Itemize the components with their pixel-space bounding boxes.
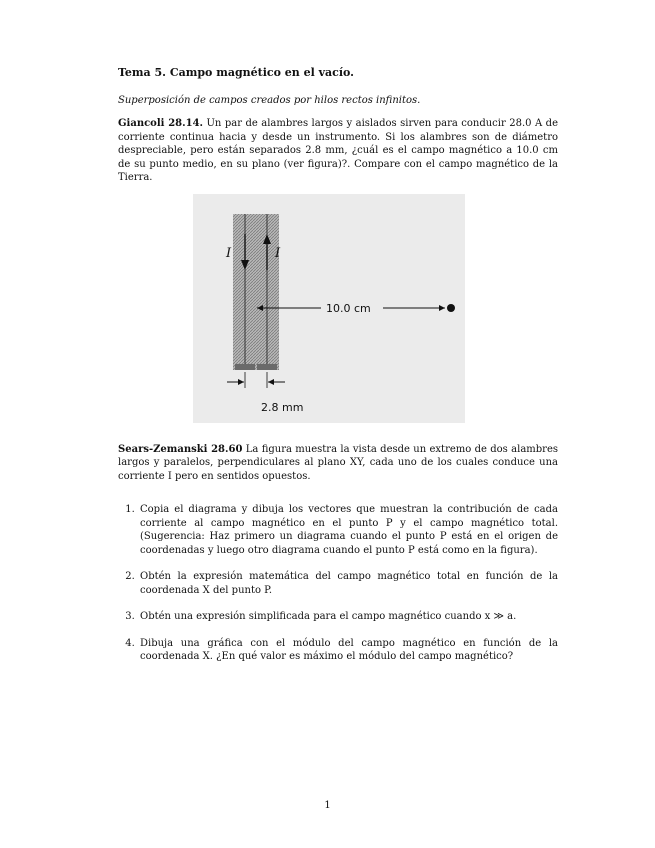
wires-diagram xyxy=(193,194,465,423)
distance-label: 10.0 cm xyxy=(326,301,371,315)
wires-figure xyxy=(193,194,465,423)
task-item-2: 2. Obtén la expresión matemática del campo magnético total en función de la coordenada X del punto P. xyxy=(138,570,558,597)
problem-1-text: Un par de alambres largos y aislados sirven para conducir 28.0 A de corriente continua hacia y desde un instrumento. Si los alambres son de diámetro despreciable, pero están separados 2.8 mm, ¿cuál es el campo magnético a 10.0 cm de su punto medio, en su plano (ver figura)?. Compare con el campo magnético de la Tierra. xyxy=(118,118,558,183)
task-item-4: 4. Dibuja una gráfica con el módulo del campo magnético en función de la coordenada X. ¿En qué valor es máximo el módulo del campo magnético? xyxy=(138,637,558,664)
field-point xyxy=(447,304,455,312)
problem-2-paragraph xyxy=(118,443,558,484)
separation-label: 2.8 mm xyxy=(261,400,304,414)
section-subtitle: Superposición de campos creados por hilos rectos infinitos. xyxy=(118,95,421,106)
right-wire-cap xyxy=(257,364,277,370)
left-wire-cap xyxy=(235,364,255,370)
task-item-1: 1. Copia el diagrama y dibuja los vectores que muestran la contribución de cada corriente al campo magnético en el punto P y el campo magnético total. (Sugerencia: Haz primero un diagrama cuando el punto P está en el origen de coordenadas y luego otro diagrama cuando el punto P está como en la figura). xyxy=(138,503,558,557)
problem-1-reference: Giancoli 28.14. xyxy=(118,118,204,129)
problem-1-paragraph xyxy=(118,117,558,185)
page-number: 1 xyxy=(324,800,331,811)
left-current-label: I xyxy=(226,245,232,261)
section-title: Tema 5. Campo magnético en el vacío. xyxy=(118,66,354,79)
problem-2-reference: Sears-Zemanski 28.60 xyxy=(118,443,243,455)
document-page xyxy=(118,66,558,677)
right-current-label: I xyxy=(275,245,281,261)
task-item-3: 3. Obtén una expresión simplificada para el campo magnético cuando x ≫ a. xyxy=(138,610,558,624)
task-list xyxy=(118,503,558,664)
problem-2-text: La figura muestra la vista desde un extremo de dos alambres largos y paralelos, perpendiculares al plano XY, cada uno de los cuales conduce una corriente I pero en sentidos opuestos. xyxy=(118,443,558,482)
